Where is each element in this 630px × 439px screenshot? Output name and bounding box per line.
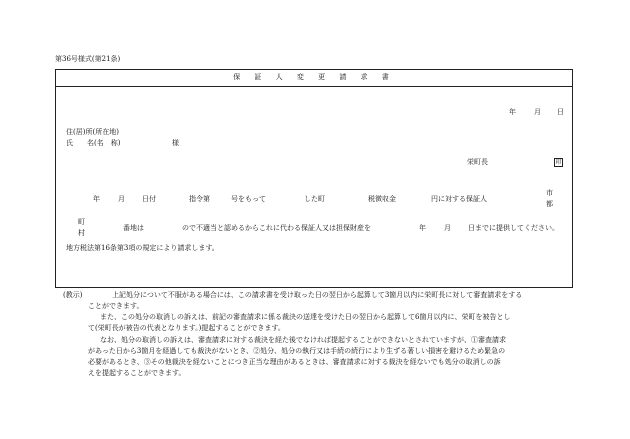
body2-banchi: 番地は: [123, 224, 144, 232]
metropolis-char: 都: [546, 200, 553, 208]
seal-box: 印: [555, 159, 562, 166]
date-month: 月: [534, 108, 541, 116]
city-char: 市: [546, 189, 553, 197]
body3-text: 地方税法第16条第3項の規定により請求します。: [66, 244, 219, 252]
date-year: 年: [509, 108, 516, 116]
note-line-2: ことができます。: [88, 302, 144, 310]
notes-label: (教示): [63, 291, 83, 299]
body1-month: 月: [118, 195, 125, 203]
note-line-7: 必要があるとき、③その他裁決を経ないことにつき正当な理由があるときは、審査請求に対する裁決を経ないでも処分の取消しの訴: [88, 358, 501, 366]
name-label: 氏 名(名 称): [66, 139, 121, 147]
form-number: 第36号様式(第21条): [55, 55, 121, 63]
title-row: [56, 70, 572, 87]
note-line-6: があった日から3箇月を経過しても裁決がないとき、②処分、処分の執行又は手続の続行により生ずる著しい損害を避けるため緊急の: [88, 347, 506, 355]
form-title: 保 証 人 変 更 請 求 書: [233, 73, 395, 81]
body1-town: した町: [304, 195, 325, 203]
address-label: 住(居)所(所在地): [66, 128, 119, 136]
honorific: 様: [172, 139, 179, 147]
body2-town-village: [78, 219, 85, 237]
body2-text: ので不適当と認めるからこれに代わる保証人又は担保財産を: [182, 224, 371, 232]
note-line-5: なお、処分の取消しの訴えは、審査請求に対する裁決を経た後でなければ提起することができないとされていますが、①審査請求: [100, 336, 506, 344]
note-line-1: 上記処分について不服がある場合には、この請求書を受け取った日の翌日から起算して3箇月以内に栄町長に対して審査請求をする: [112, 291, 523, 299]
body1-tax-type: 税徴収金: [368, 195, 396, 203]
village-char: 村: [78, 229, 85, 237]
town-char: 町: [78, 218, 85, 226]
body2-month: 月: [444, 224, 451, 232]
note-line-8: えを提起することができます。: [88, 369, 186, 377]
body2-tail: 日までに提供してください。: [468, 224, 559, 232]
note-line-4: て(栄町長が被告の代表となります。)提起することができます。: [88, 324, 285, 332]
date-day: 日: [557, 108, 564, 116]
mayor-title: 栄町長: [467, 158, 488, 166]
body2-year: 年: [419, 224, 426, 232]
body1-year: 年: [93, 195, 100, 203]
body1-with-no: 号をもって: [231, 195, 266, 203]
body1-city-pref: [546, 190, 553, 208]
body1-yen-guarantor: 円に対する保証人: [431, 195, 487, 203]
note-line-3: また、この処分の取消しの訴えは、前記の審査請求に係る裁決の送達を受けた日の翌日から起算して6箇月以内に、栄町を被告とし: [100, 313, 511, 321]
body1-directive: 指令第: [189, 195, 210, 203]
body1-day: 日付: [142, 195, 156, 203]
request-form: [55, 69, 573, 288]
